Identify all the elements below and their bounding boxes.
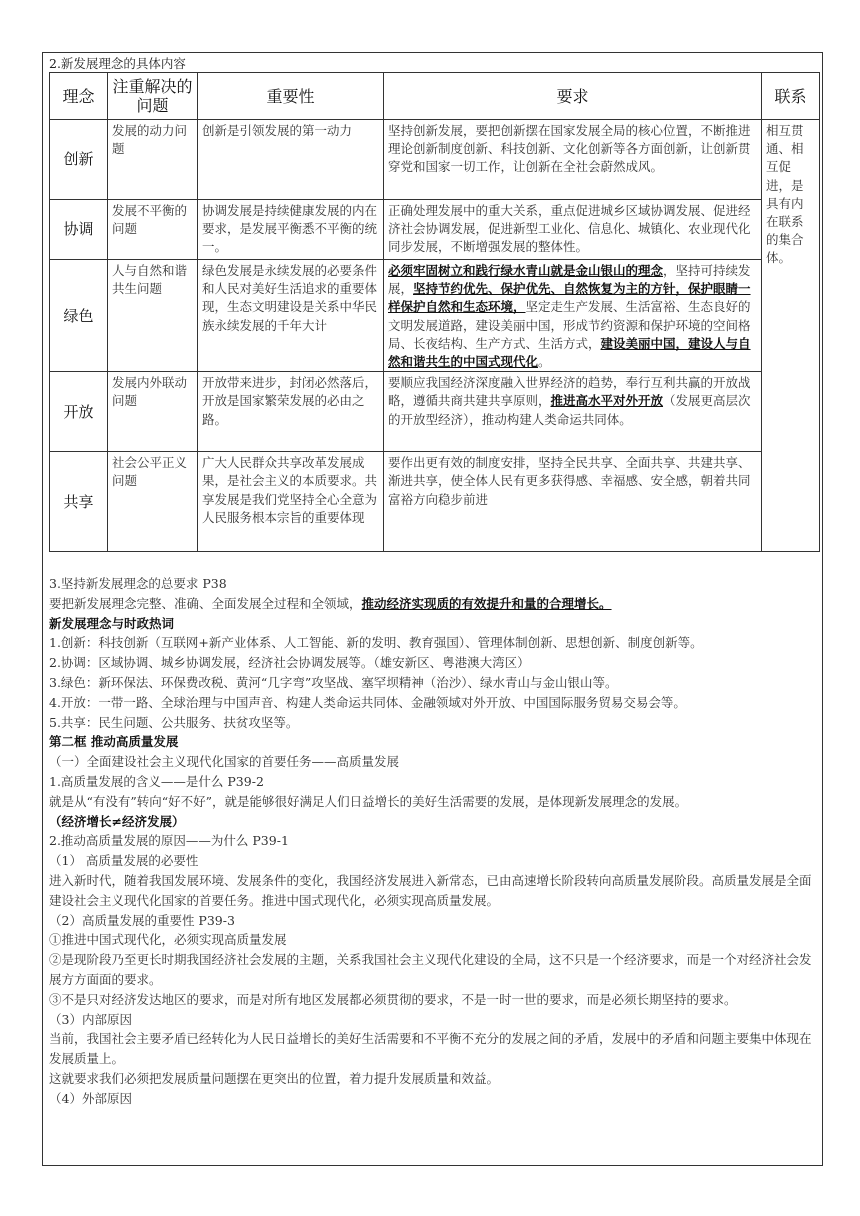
concept-cell: 绿色 [50,260,108,372]
subsection-title: （3）内部原因 [49,1011,132,1027]
requirement-cell: 要顺应我国经济深度融入世界经济的趋势，奉行互利共赢的开放战略，遵循共商共建共享原则，推进高水平对外开放（发展更高层次的开放型经济），推动构建人类命运共同体。 [384,372,762,452]
table-row [50,200,820,260]
header-concept: 理念 [50,73,108,120]
table-row [50,120,820,200]
emphasis-text: 推动经济实现质的有效提升和量的合理增长。 [361,595,612,611]
emphasis-text: 坚持节约优先、保护优先、自然恢复为主的方针，保护眼睛一样保护自然和生态环境， [388,281,751,315]
link-cell: 相互贯通、相互促进，是具有内在联系的集合体。 [762,120,820,552]
list-item: 5.共享：民生问题、公共服务、扶贫攻坚等。 [49,714,299,730]
importance-cell: 绿色发展是永续发展的必要条件和人民对美好生活追求的重要体现，生态文明建设是关系中华民族永续发展的千年大计 [198,260,384,372]
question-title: 2.推动高质量发展的原因——为什么 P39-1 [49,833,289,849]
section-heading: 新发展理念与时政热词 [49,615,175,631]
list-item: ②是现阶段乃至更长时期我国经济社会发展的主题，关系我国社会主义现代化建设的全局，这不只是一个经济要求，而是一个对经济社会发展方方面面的要求。 [49,952,812,987]
question-title: 1.高质量发展的含义——是什么 P39-2 [49,773,264,789]
problem-cell: 发展内外联动问题 [108,372,198,452]
document-page [42,52,823,1166]
concept-cell: 开放 [50,372,108,452]
concept-cell: 共享 [50,452,108,552]
paragraph: 就是从“有没有”转向“好不好”，就是能够很好满足人们日益增长的美好生活需要的发展，是体现新发展理念的发展。（经济增长≠经济发展） [49,793,688,829]
problem-cell: 人与自然和谐共生问题 [108,260,198,372]
requirement-cell: 必须牢固树立和践行绿水青山就是金山银山的理念，坚持可持续发展，坚持节约优先、保护优先、自然恢复为主的方针，保护眼睛一样保护自然和生态环境，坚定走生产发展、生活富裕、生态良好的文明发展道路，建设美丽中国，形成节约资源和保护环境的空间格局、长夜结构、生产方式、生活方式，建设美丽中国，建设人与自然和谐共生的中国式现代化。 [384,260,762,372]
header-importance: 重要性 [198,73,384,120]
importance-cell: 协调发展是持续健康发展的内在要求，是发展平衡悉不平衡的统一。 [198,200,384,260]
header-link: 联系 [762,73,820,120]
section-title: 3.坚持新发展理念的总要求 P38 [49,576,227,591]
list-item: 1.创新：科技创新（互联网+新产业体系、人工智能、新的发明、教育强国）、管理体制创新、思想创新、制度创新等。 [49,635,703,651]
emphasis-text: 推进高水平对外开放 [550,393,664,409]
problem-cell: 发展的动力问题 [108,120,198,200]
header-requirement: 要求 [384,73,762,120]
concept-cell: 创新 [50,120,108,200]
table-row [50,452,820,552]
section-title: 2.新发展理念的具体内容 [49,56,186,71]
list-item: ①推进中国式现代化，必须实现高质量发展 [49,932,287,948]
subsection-title: （1） 高质量发展的必要性 [49,853,199,869]
requirement-cell: 正确处理发展中的重大关系，重点促进城乡区域协调发展、促进经济社会协调发展，促进新型工业化、信息化、城镇化、农业现代化同步发展，不断增强发展的整体性。 [384,200,762,260]
requirement-cell: 要作出更有效的制度安排，坚持全民共享、全面共享、共建共享、渐进共享，使全体人民有更多获得感、幸福感、安全感，朝着共同富裕方向稳步前进 [384,452,762,552]
header-problem: 注重解决的问题 [108,73,198,120]
table-row [50,372,820,452]
paragraph: 当前，我国社会主要矛盾已经转化为人民日益增长的美好生活需要和不平衡不充分的发展之间的矛盾，发展中的矛盾和问题主要集中体现在发展质量上。 [49,1031,812,1067]
paragraph: 这就要求我们必须把发展质量问题摆在更突出的位置，着力提升发展质量和效益。 [49,1070,500,1086]
list-item: ③不是只对经济发达地区的要求，而是对所有地区发展都必须贯彻的要求，不是一时一世的要求，而是必须长期坚持的要求。 [49,991,737,1007]
notes-section [49,574,816,1109]
subsection-title: （一）全面建设社会主义现代化国家的首要任务——高质量发展 [49,754,400,770]
problem-cell: 社会公平正义问题 [108,452,198,552]
table-header-row [50,73,820,120]
table-row [50,260,820,372]
requirement-cell: 坚持创新发展，要把创新摆在国家发展全局的核心位置，不断推进理论创新制度创新、科技创新、文化创新等各方面创新，让创新贯穿党和国家一切工作，让创新在全社会蔚然成风。 [384,120,762,200]
importance-cell: 开放带来进步，封闭必然落后，开放是国家繁荣发展的必由之路。 [198,372,384,452]
emphasis-text: 建设美丽中国，建设人与自然和谐共生的中国式现代化 [388,335,751,370]
list-item: 4.开放：一带一路、全球治理与中国声音、构建人类命运共同体、金融领域对外开放、中国国际服务贸易交易会等。 [49,694,686,710]
paragraph: 要把新发展理念完整、准确、全面发展全过程和全领域，推动经济实现质的有效提升和量的合理增长。 [49,595,612,611]
problem-cell: 发展不平衡的问题 [108,200,198,260]
paragraph: 进入新时代，随着我国发展环境、发展条件的变化，我国经济发展进入新常态，已由高速增长阶段转向高质量发展阶段。高质量发展是全面建设社会主义现代化国家的首要任务。推进中国式现代化，必须实现高质量发展。 [49,872,812,908]
importance-cell: 创新是引领发展的第一动力 [198,120,384,200]
concept-table [49,72,820,552]
emphasis-text: 必须牢固树立和践行绿水青山就是金山银山的理念 [388,263,664,278]
section-heading: 第二框 推动高质量发展 [49,734,179,750]
subsection-title: （2）高质量发展的重要性 P39-3 [49,912,235,928]
emphasis-text: （经济增长≠经济发展） [49,813,185,829]
list-item: 2.协调：区域协调、城乡协调发展，经济社会协调发展等。（雄安新区、粤港澳大湾区） [49,655,530,671]
importance-cell: 广大人民群众共享改革发展成果，是社会主义的本质要求。共享发展是我们党坚持全心全意为人民服务根本宗旨的重要体现 [198,452,384,552]
concept-cell: 协调 [50,200,108,260]
list-item: 3.绿色：新环保法、环保费改税、黄河“几字弯”攻坚战、塞罕坝精神（治沙）、绿水青山与金山银山等。 [49,674,618,690]
subsection-title: （4）外部原因 [49,1090,132,1106]
